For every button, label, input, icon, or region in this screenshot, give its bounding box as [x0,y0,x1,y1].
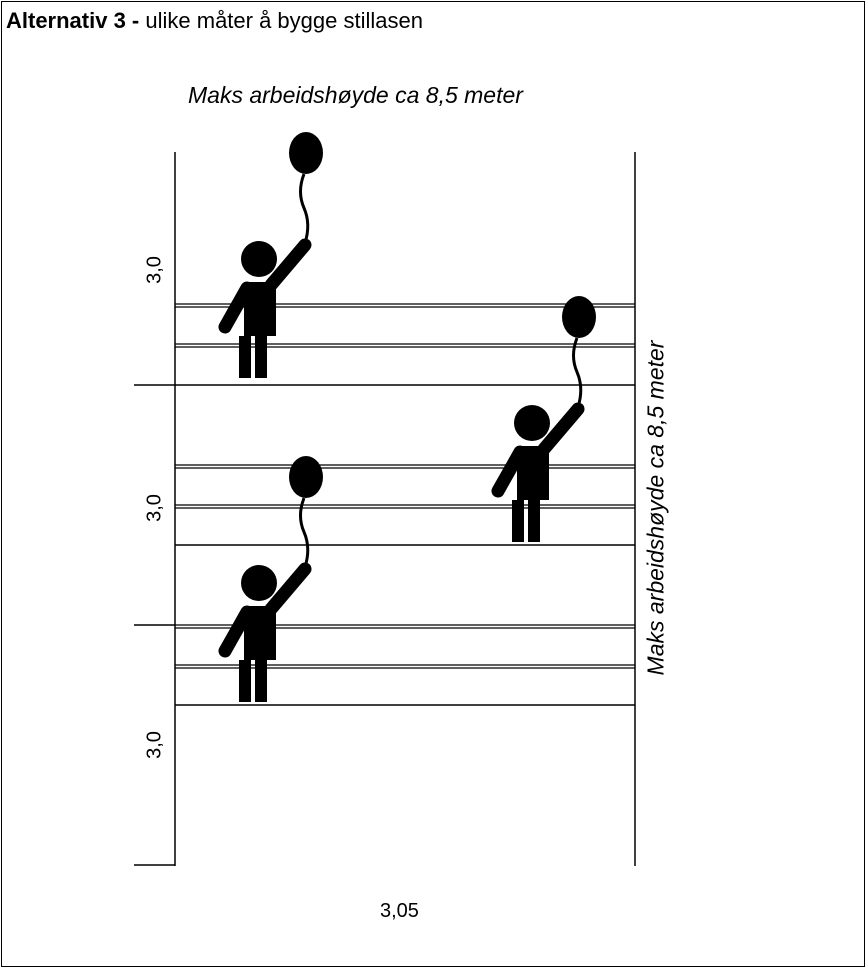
scaffold-width-label: 3,05 [380,900,419,922]
title-bold: Alternativ 3 - [6,8,140,33]
level-height-label-bottom: 3,0 [143,731,166,759]
person-with-balloon-icon [225,132,323,378]
title-rest: ulike måter å bygge stillasen [139,8,423,33]
max-working-height-caption-side: Maks arbeidshøyde ca 8,5 meter [642,340,669,676]
level-height-label-middle: 3,0 [143,494,166,522]
max-working-height-caption-top: Maks arbeidshøyde ca 8,5 meter [188,82,523,108]
level-height-label-top: 3,0 [143,256,166,284]
